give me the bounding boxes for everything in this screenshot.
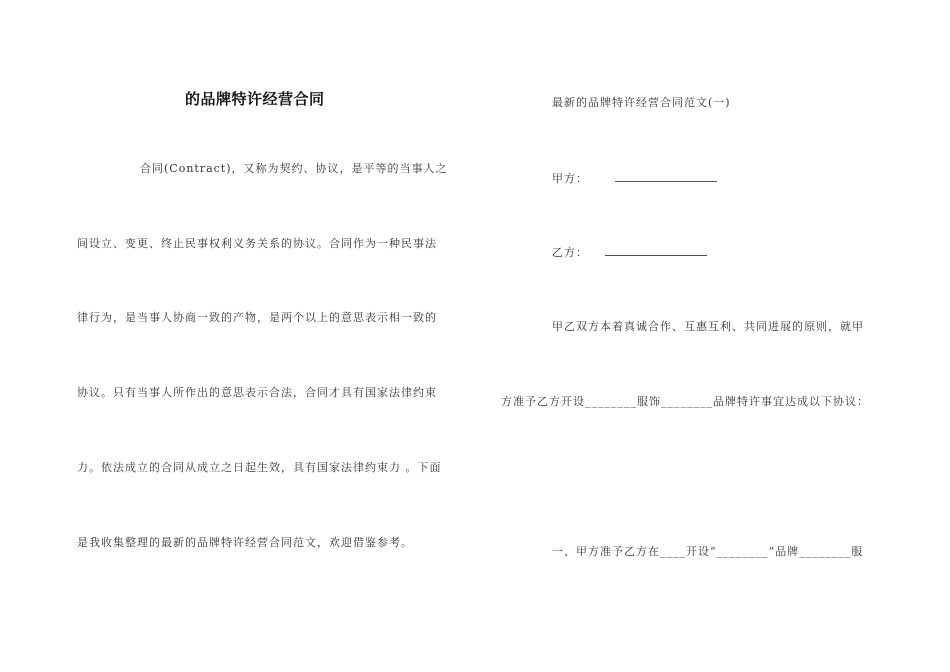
clause-line: 一、甲方准予乙方在____开设“________”品牌________服 xyxy=(552,545,864,558)
intro-line: 甲乙双方本着真诚合作、互惠互利、共同进展的原则，就甲 xyxy=(552,320,864,333)
party-b-row xyxy=(552,243,707,260)
paragraph-line: 间设立、变更、终止民事权利义务关系的协议。合同作为一种民事法 xyxy=(77,237,437,250)
paragraph-line: 合同(Contract)，又称为契约、协议，是平等的当事人之 xyxy=(140,162,448,175)
contract-heading: 最新的品牌特许经营合同范文(一) xyxy=(552,96,731,109)
document-title: 的品牌特许经营合同 xyxy=(185,90,325,108)
party-b-label: 乙方： xyxy=(552,246,588,259)
paragraph-line: 协议。只有当事人所作出的意思表示合法，合同才具有国家法律约束 xyxy=(77,386,437,399)
paragraph-line: 力。依法成立的合同从成立之日起生效，具有国家法律约束力 。下面 xyxy=(77,461,442,474)
intro-line: 方准予乙方开设________服饰________品牌特许事宜达成以下协议： xyxy=(501,395,869,408)
party-a-blank xyxy=(615,169,717,182)
party-b-blank xyxy=(605,243,707,256)
paragraph-line: 律行为，是当事人协商一致的产物，是两个以上的意思表示相一致的 xyxy=(77,311,437,324)
paragraph-line: 是我收集整理的最新的品牌特许经营合同范文，欢迎借鉴参考。 xyxy=(77,536,413,549)
party-a-row xyxy=(552,169,717,186)
party-a-label: 甲方： xyxy=(552,172,588,185)
